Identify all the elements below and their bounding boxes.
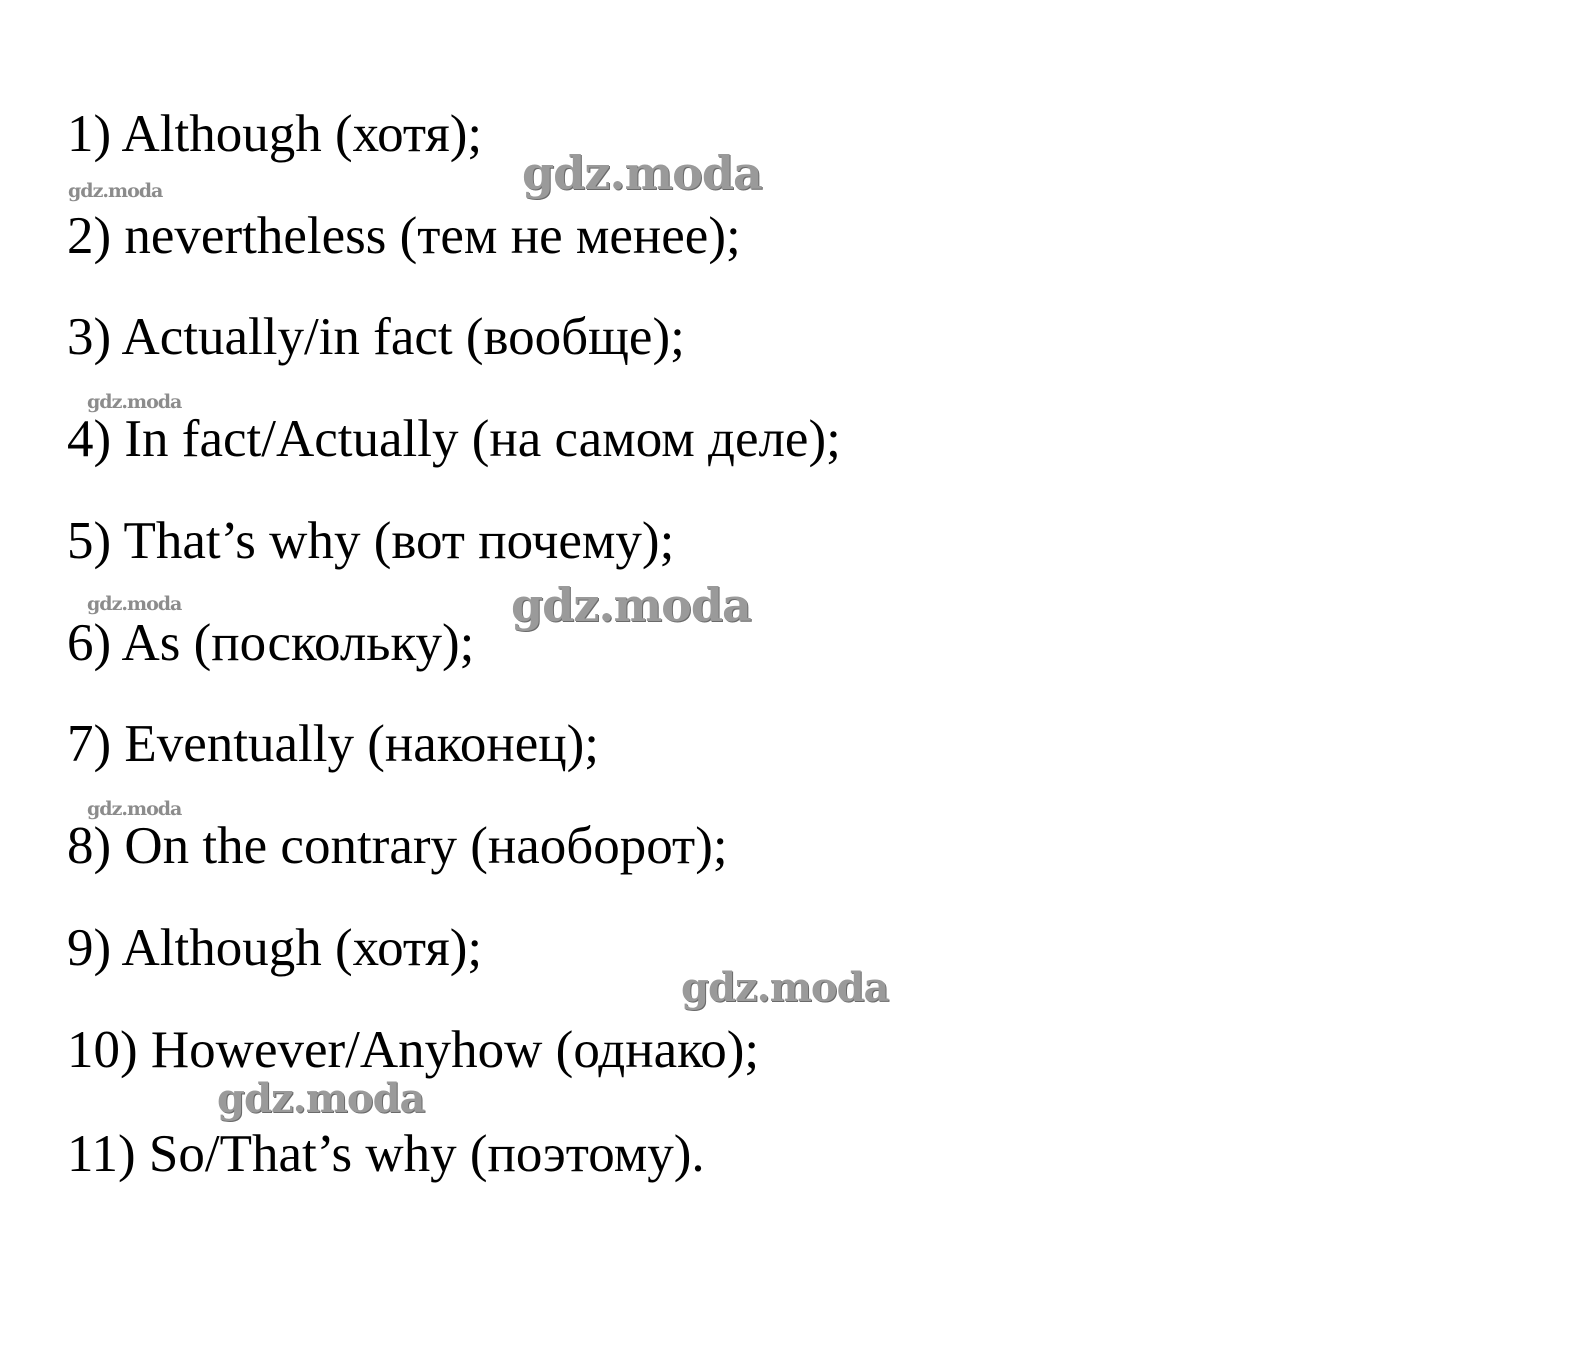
watermark-logo: gdz.moda: [87, 593, 182, 615]
answer-line-11: 11) So/That’s why (поэтому).: [67, 1125, 705, 1183]
watermark-logo: gdz.moda: [87, 391, 182, 413]
answer-line-10: 10) However/Anyhow (однако);: [67, 1021, 760, 1079]
answer-line-6: 6) As (поскольку);: [67, 614, 475, 672]
answer-line-7: 7) Eventually (наконец);: [67, 715, 599, 773]
watermark-logo: gdz.moda: [522, 146, 762, 200]
answer-line-1: 1) Although (хотя);: [67, 105, 483, 163]
answer-line-4: 4) In fact/Actually (на самом деле);: [67, 410, 841, 468]
answer-line-9: 9) Although (хотя);: [67, 919, 483, 977]
watermark-logo: gdz.moda: [681, 964, 889, 1011]
watermark-logo: gdz.moda: [68, 180, 163, 202]
answer-line-8: 8) On the contrary (наоборот);: [67, 817, 728, 875]
watermark-logo: gdz.moda: [87, 798, 182, 820]
answer-line-5: 5) That’s why (вот почему);: [67, 512, 675, 570]
answer-line-3: 3) Actually/in fact (вообще);: [67, 308, 685, 366]
answer-line-2: 2) nevertheless (тем не менее);: [67, 207, 741, 265]
watermark-logo: gdz.moda: [511, 578, 751, 632]
watermark-logo: gdz.moda: [217, 1075, 425, 1122]
